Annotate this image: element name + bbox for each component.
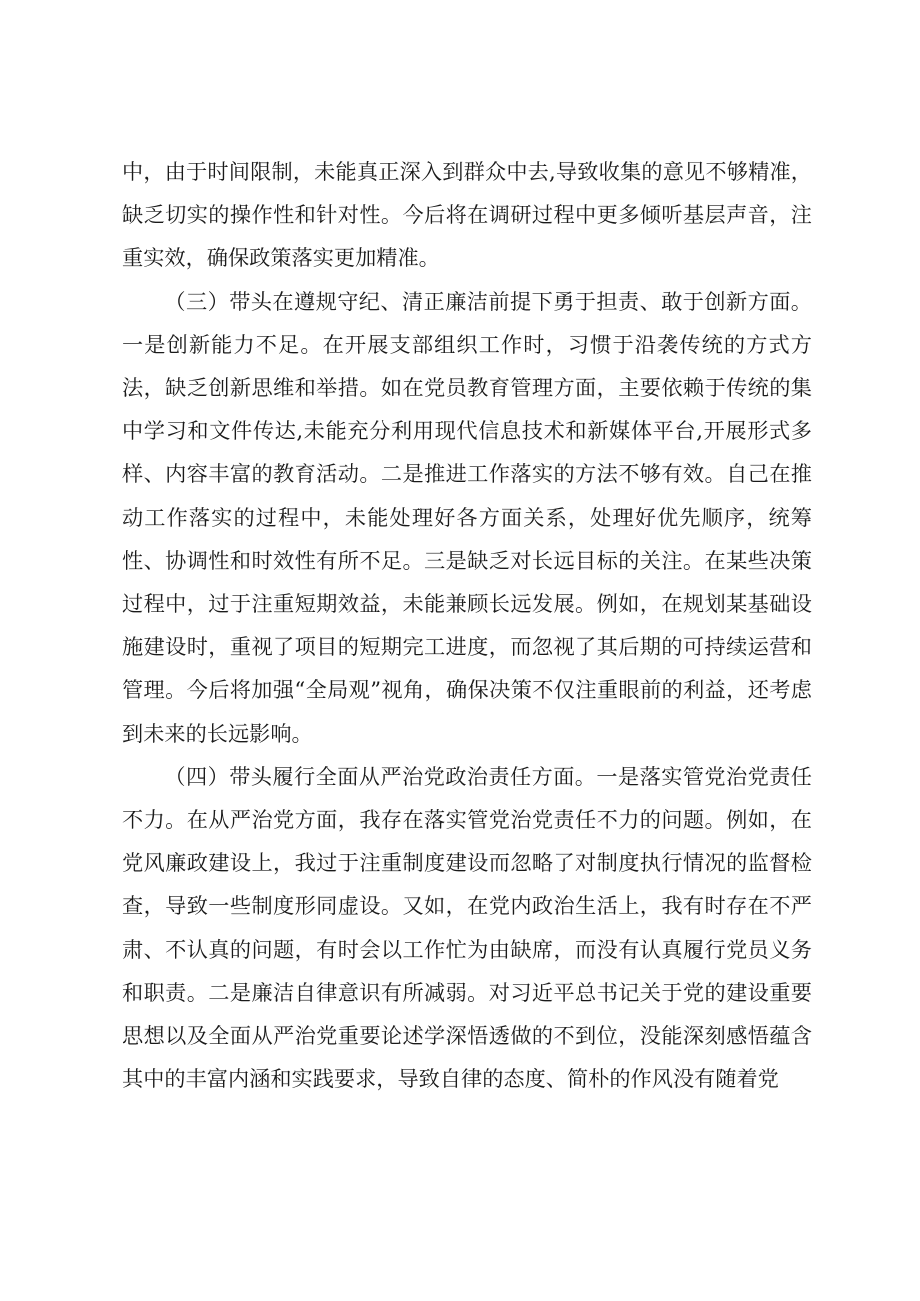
paragraph-section-four: （四）带头履行全面从严治党政治责任方面。一是落实管党治党责任不力。在从严治党方面，我存在落实管党治党责任不力的问题。例如，在党风廉政建设上，我过于注重制度建设而忽略了对制度执行情况的监督检查，导致一些制度形同虚设。又如，在党内政治生活上，我有时存在不严肃、不认真的问题，有时会以工作忙为由缺席，而没有认真履行党员义务和职责。二是廉洁自律意识有所减弱。对习近平总书记关于党的建设重要思想以及全面从严治党重要论述学深悟透做的不到位，没能深刻感悟蕴含其中的丰富内涵和实践要求，导致自律的态度、简朴的作风没有随着党 xyxy=(122,763,812,1092)
paragraph-continuation: 中，由于时间限制，未能真正深入到群众中去,导致收集的意见不够精准，缺乏切实的操作性和针对性。今后将在调研过程中更多倾听基层声音，注重实效，确保政策落实更加精准。 xyxy=(122,159,812,271)
document-body xyxy=(122,150,812,1100)
paragraph-section-three: （三）带头在遵规守纪、清正廉洁前提下勇于担责、敢于创新方面。一是创新能力不足。在开展支部组织工作时，习惯于沿袭传统的方式方法，缺乏创新思维和举措。如在党员教育管理方面，主要依赖于传统的集中学习和文件传达,未能充分利用现代信息技术和新媒体平台,开展形式多样、内容丰富的教育活动。二是推进工作落实的方法不够有效。自己在推动工作落实的过程中，未能处理好各方面关系，处理好优先顺序，统筹性、协调性和时效性有所不足。三是缺乏对长远目标的关注。在某些决策过程中，过于注重短期效益，未能兼顾长远发展。例如，在规划某基础设施建设时，重视了项目的短期完工进度，而忽视了其后期的可持续运营和管理。今后将加强“全局观”视角，确保决策不仅注重眼前的利益，还考虑到未来的长远影响。 xyxy=(122,288,812,746)
